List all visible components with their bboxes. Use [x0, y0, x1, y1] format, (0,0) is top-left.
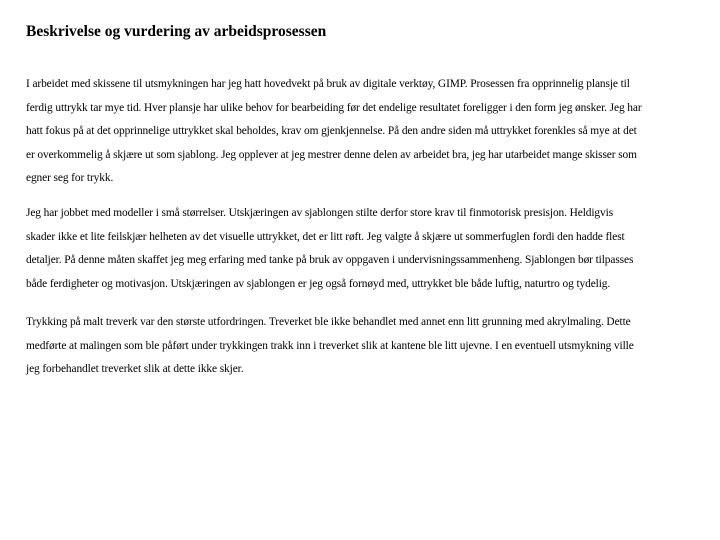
paragraph-line: både ferdigheter og motivasjon. Utskjæringen av sjablongen er jeg også fornøyd med, uttrykket ble både luftig, naturtro og tydelig. [26, 277, 611, 290]
paragraph-line: er overkommelig å skjære ut som sjablong. Jeg opplever at jeg mestrer denne delen av arbeidet bra, jeg har utarbeidet mange skisser som [26, 148, 637, 161]
paragraph-2 [26, 202, 694, 296]
paragraph-line: I arbeidet med skissene til utsmykningen har jeg hatt hovedvekt på bruk av digitale verktøy, GIMP. Prosessen fra opprinnelig plansje til [26, 78, 630, 90]
paragraph-1 [26, 73, 694, 191]
paragraph-3 [26, 311, 694, 382]
paragraph-line: skader ikke et lite feilskjær helheten av det visuelle uttrykket, det er litt røft. Jeg valgte å skjære ut sommerfuglen fordi den hadde flest [26, 230, 625, 243]
paragraph-line: detaljer. På denne måten skaffet jeg meg erfaring med tanke på bruk av oppgaven i undervisningssammenheng. Sjablongen bør tilpasses [26, 254, 634, 266]
document-title: Beskrivelse og vurdering av arbeidsprosessen [26, 23, 327, 40]
paragraph-line: egner seg for trykk. [26, 172, 114, 184]
paragraph-line: Trykking på malt treverk var den største utfordringen. Treverket ble ikke behandlet med annet enn litt grunning med akrylmaling. Dette [26, 316, 631, 328]
paragraph-line: ferdig uttrykk tar mye tid. Hver plansje har ulike behov for bearbeiding før det endelige resultatet foreligger i den form jeg ønsker. Jeg har [26, 101, 642, 114]
paragraph-line: Jeg har jobbet med modeller i små størrelser. Utskjæringen av sjablongen stilte derfor store krav til finmotorisk presisjon. Heldigvis [26, 207, 614, 219]
paragraph-line: hatt fokus på at det opprinnelige uttrykket skal beholdes, krav om gjenkjennelse. På den andre siden må uttrykket forenkles så mye at det [26, 125, 637, 137]
paragraph-line: medførte at malingen som ble påført under trykkingen trakk inn i treverket slik at kantene ble litt ujevne. I en eventuell utsmykning ville [26, 339, 634, 352]
paragraph-line: jeg forbehandlet treverket slik at dette ikke skjer. [26, 363, 244, 375]
